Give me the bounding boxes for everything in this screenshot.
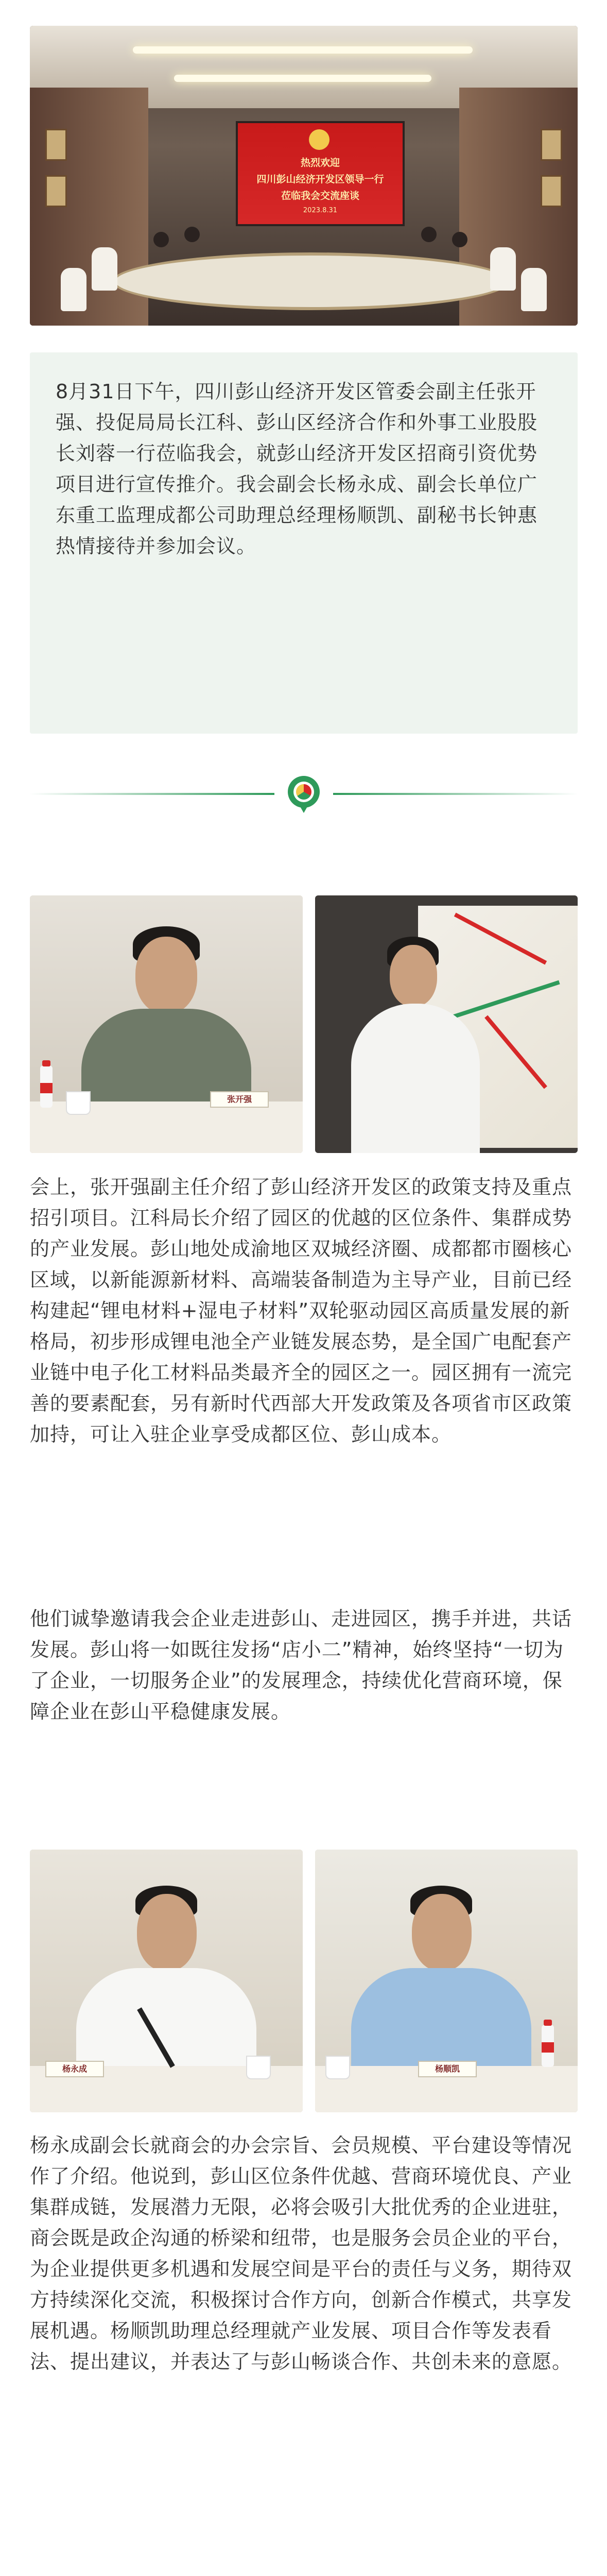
chair (92, 247, 117, 291)
tea-cup (246, 2056, 271, 2079)
section-divider (30, 773, 578, 814)
wall-frame (541, 175, 562, 207)
detail-paragraph-2: 他们诚挚邀请我会企业走进彭山、走进园区，携手并进，共话发展。彭山将一如既往发扬“店小二”精神，始终坚持“一切为了企业，一切服务企业”的发展理念，持续优化营商环境，保障企业在彭山平稳健康发展。 (30, 1607, 573, 1723)
hero-meeting-photo (30, 26, 578, 326)
attendee (452, 232, 467, 247)
detail-paragraph-3: 杨永成副会长就商会的办会宗旨、会员规模、平台建设等情况作了介绍。他说到，彭山区位条件优越、营商环境优良、产业集群成链，发展潜力无限，必将会吸引大批优秀的企业进驻，商会既是政企沟通的桥梁和纽带，也是服务会员企业的平台，为企业提供更多机遇和发展空间是平台的责任与义务，期待双方持续深化交流，积极探讨合作方向，创新合作模式，共享发展机遇。杨顺凯助理总经理就产业发展、项目合作等发表看法、提出建议，并表达了与彭山畅谈合作、共创未来的意愿。 (30, 2134, 573, 2373)
photo-zhang-kaiqiang (30, 895, 303, 1153)
conference-table (112, 252, 510, 310)
banner-line-2: 四川彭山经济开发区领导一行 (256, 174, 384, 185)
nameplate: 张开强 (210, 1091, 269, 1108)
ceiling-light (133, 46, 473, 54)
divider-line-left (30, 793, 274, 795)
chair (490, 247, 516, 291)
chamber-logo-icon (296, 784, 311, 800)
photo-yang-yongcheng (30, 1850, 303, 2112)
water-bottle (542, 2025, 554, 2067)
nameplate: 杨永成 (45, 2061, 104, 2077)
wall-frame (45, 129, 67, 161)
nameplate: 杨顺凯 (418, 2061, 477, 2077)
banner-date: 2023.8.31 (303, 207, 338, 214)
tea-cup (66, 1091, 91, 1115)
wall-frame (541, 129, 562, 161)
attendee (184, 227, 200, 242)
banner-line-3: 莅临我会交流座谈 (281, 190, 359, 201)
water-bottle (40, 1065, 53, 1108)
intro-paragraph-box (30, 352, 578, 734)
photo-yang-shunkai (315, 1850, 578, 2112)
chair (521, 268, 547, 311)
wall-frame (45, 175, 67, 207)
tea-cup (325, 2056, 350, 2079)
banner-line-1: 热烈欢迎 (300, 157, 340, 168)
chair (61, 268, 86, 311)
attendee (153, 232, 169, 247)
emblem-icon (309, 129, 329, 150)
photo-presenter-map (315, 895, 578, 1153)
detail-paragraph-1: 会上，张开强副主任介绍了彭山经济开发区的政策支持及重点招引项目。江科局长介绍了园区的优越的区位条件、集群成势的产业发展。彭山地处成渝地区双城经济圈、成都都市圈核心区域，以新能源新材料、高端装备制造为主导产业，目前已经构建起“锂电材料+湿电子材料”双轮驱动园区高质量发展的新格局，初步形成锂电池全产业链发展态势，是全国广电配套产业链中电子化工材料品类最齐全的园区之一。园区拥有一流完善的要素配套，另有新时代西部大开发政策及各项省市区政策加持，可让入驻企业享受成都区位、彭山成本。 (30, 1176, 573, 1446)
divider-line-right (333, 793, 578, 795)
welcome-banner-screen (236, 121, 405, 226)
intro-paragraph: 8月31日下午，四川彭山经济开发区管委会副主任张开强、投促局局长江科、彭山区经济合作和外事工业股股长刘蓉一行莅临我会，就彭山经济开发区招商引资优势项目进行宣传推介。我会副会长杨永成、副会长单位广东重工监理成都公司助理总经理杨顺凯、副秘书长钟惠热情接待并参加会议。 (56, 380, 538, 557)
map-pin-logo-icon (288, 776, 320, 808)
ceiling-light (174, 75, 431, 82)
attendee (421, 227, 437, 242)
